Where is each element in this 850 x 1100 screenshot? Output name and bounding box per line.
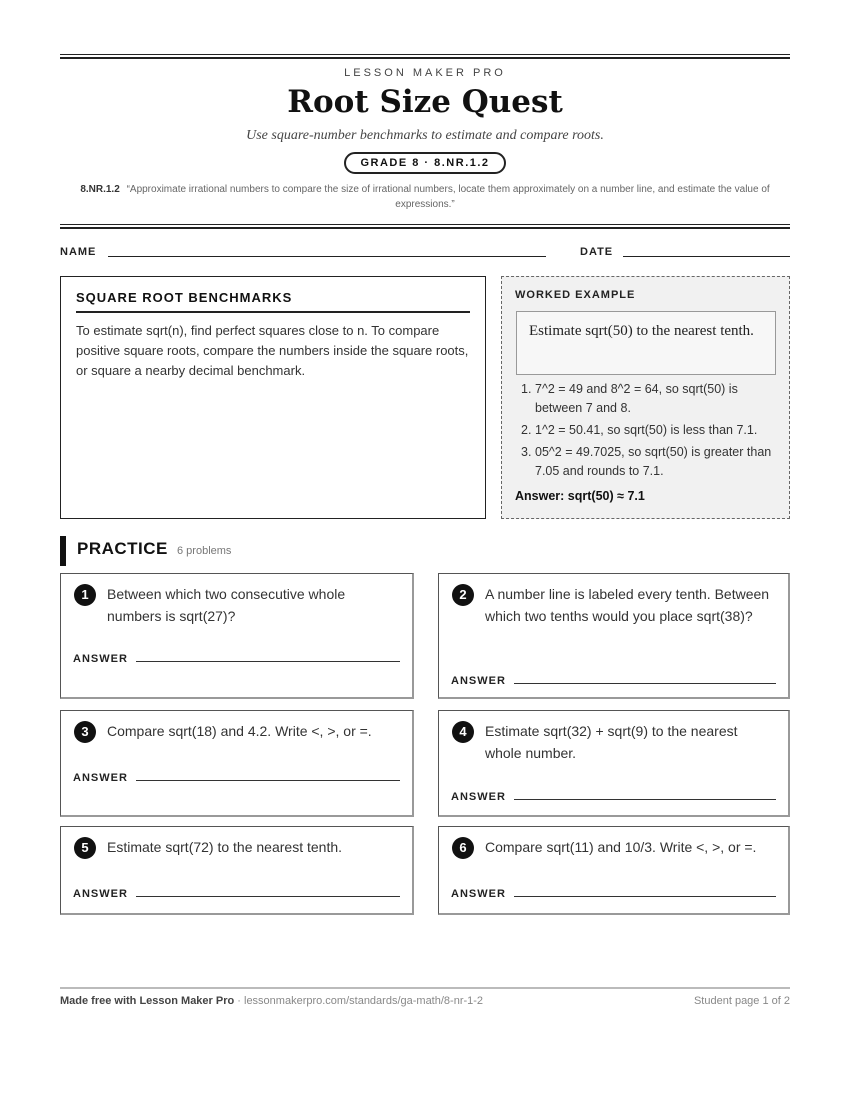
problem-number-badge: 5 bbox=[74, 837, 96, 859]
problem-number-badge: 2 bbox=[452, 584, 474, 606]
footer-url[interactable]: · lessonmakerpro.com/standards/ga-math/8-nr-1-2 bbox=[234, 995, 484, 1007]
brand-label: LESSON MAKER PRO bbox=[344, 67, 506, 79]
footer-credit bbox=[60, 995, 483, 1007]
header-bottom-rule bbox=[60, 224, 790, 229]
worked-example-answer: Answer: sqrt(50) ≈ 7.1 bbox=[515, 489, 645, 503]
header-top-rule bbox=[60, 54, 790, 59]
worked-example-title: WORKED EXAMPLE bbox=[515, 289, 636, 301]
student-info-row bbox=[60, 246, 790, 262]
answer-label: ANSWER bbox=[451, 888, 506, 900]
practice-title: PRACTICE bbox=[77, 539, 168, 558]
standard-text: “Approximate irrational numbers to compare the size of irrational numbers, locate them approximately on a number line, and estimate the value of expressions.” bbox=[126, 184, 770, 210]
problem-text: Between which two consecutive whole numbers is sqrt(27)? bbox=[107, 586, 346, 624]
benchmarks-title: SQUARE ROOT BENCHMARKS bbox=[76, 290, 470, 313]
page-subtitle: Use square-number benchmarks to estimate and compare roots. bbox=[246, 128, 604, 143]
date-label: DATE bbox=[580, 246, 614, 258]
problem-text: Compare sqrt(18) and 4.2. Write <, >, or =. bbox=[107, 723, 372, 739]
problem-number-badge: 3 bbox=[74, 721, 96, 743]
answer-label: ANSWER bbox=[73, 772, 128, 784]
worked-step: 1. 7^2 = 49 and 8^2 = 64, so sqrt(50) is between 7 and 8. bbox=[521, 382, 738, 415]
problem-card-4 bbox=[438, 710, 790, 817]
problem-number-badge: 1 bbox=[74, 584, 96, 606]
date-field-line[interactable] bbox=[623, 256, 790, 257]
problem-card-1 bbox=[60, 573, 414, 699]
answer-line[interactable] bbox=[514, 683, 776, 684]
worked-example-box bbox=[501, 276, 790, 519]
worked-step: 2. 1^2 = 50.41, so sqrt(50) is less than 7.1. bbox=[521, 423, 758, 437]
problem-number-badge: 4 bbox=[452, 721, 474, 743]
answer-line[interactable] bbox=[514, 799, 776, 800]
page-title: Root Size Quest bbox=[287, 84, 563, 120]
answer-line[interactable] bbox=[136, 661, 400, 662]
answer-line[interactable] bbox=[136, 896, 400, 897]
footer-made-with: Made free with Lesson Maker Pro bbox=[60, 995, 235, 1007]
standard-code: 8.NR.1.2 bbox=[80, 184, 120, 195]
worksheet-page bbox=[60, 0, 790, 1100]
worked-step-text: 1^2 = 50.41, so sqrt(50) is less than 7.1. bbox=[535, 423, 758, 437]
problem-card-2 bbox=[438, 573, 790, 699]
problem-text: Compare sqrt(11) and 10/3. Write <, >, or =. bbox=[485, 839, 757, 855]
grade-pill-wrap bbox=[60, 152, 790, 174]
worked-example-prompt: Estimate sqrt(50) to the nearest tenth. bbox=[516, 311, 776, 375]
footer-page-number: Student page 1 of 2 bbox=[693, 995, 790, 1007]
problem-number-badge: 6 bbox=[452, 837, 474, 859]
problem-text: Estimate sqrt(32) + sqrt(9) to the nearest whole number. bbox=[485, 723, 738, 761]
answer-line[interactable] bbox=[136, 780, 400, 781]
answer-label: ANSWER bbox=[451, 675, 506, 687]
name-label: NAME bbox=[60, 246, 97, 258]
problem-card-5 bbox=[60, 826, 414, 915]
worked-example-steps bbox=[515, 380, 777, 484]
practice-count: 6 problems bbox=[177, 545, 232, 557]
problem-card-6 bbox=[438, 826, 790, 915]
grade-badge: GRADE 8 · 8.NR.1.2 bbox=[344, 152, 505, 174]
name-field-line[interactable] bbox=[108, 256, 546, 257]
worked-step-text: 7^2 = 49 and 8^2 = 64, so sqrt(50) is between 7 and 8. bbox=[535, 382, 738, 415]
answer-line[interactable] bbox=[514, 896, 776, 897]
problem-text: A number line is labeled every tenth. Between which two tenths would you place sqrt(38)? bbox=[485, 586, 770, 624]
standard-description bbox=[60, 182, 790, 212]
answer-label: ANSWER bbox=[451, 791, 506, 803]
worked-step: 3. 05^2 = 49.7025, so sqrt(50) is greater than 7.05 and rounds to 7.1. bbox=[521, 445, 772, 478]
answer-label: ANSWER bbox=[73, 653, 128, 665]
benchmarks-text: To estimate sqrt(n), find perfect squares close to n. To compare positive square roots, compare the numbers inside the square roots, or square a nearby decimal benchmark. bbox=[76, 323, 469, 378]
worked-step-text: 05^2 = 49.7025, so sqrt(50) is greater than 7.05 and rounds to 7.1. bbox=[535, 445, 772, 478]
footer-rule bbox=[60, 987, 790, 989]
answer-label: ANSWER bbox=[73, 888, 128, 900]
benchmarks-box bbox=[60, 276, 486, 519]
practice-accent-bar bbox=[60, 536, 66, 566]
problem-text: Estimate sqrt(72) to the nearest tenth. bbox=[107, 839, 343, 855]
problem-card-3 bbox=[60, 710, 414, 817]
